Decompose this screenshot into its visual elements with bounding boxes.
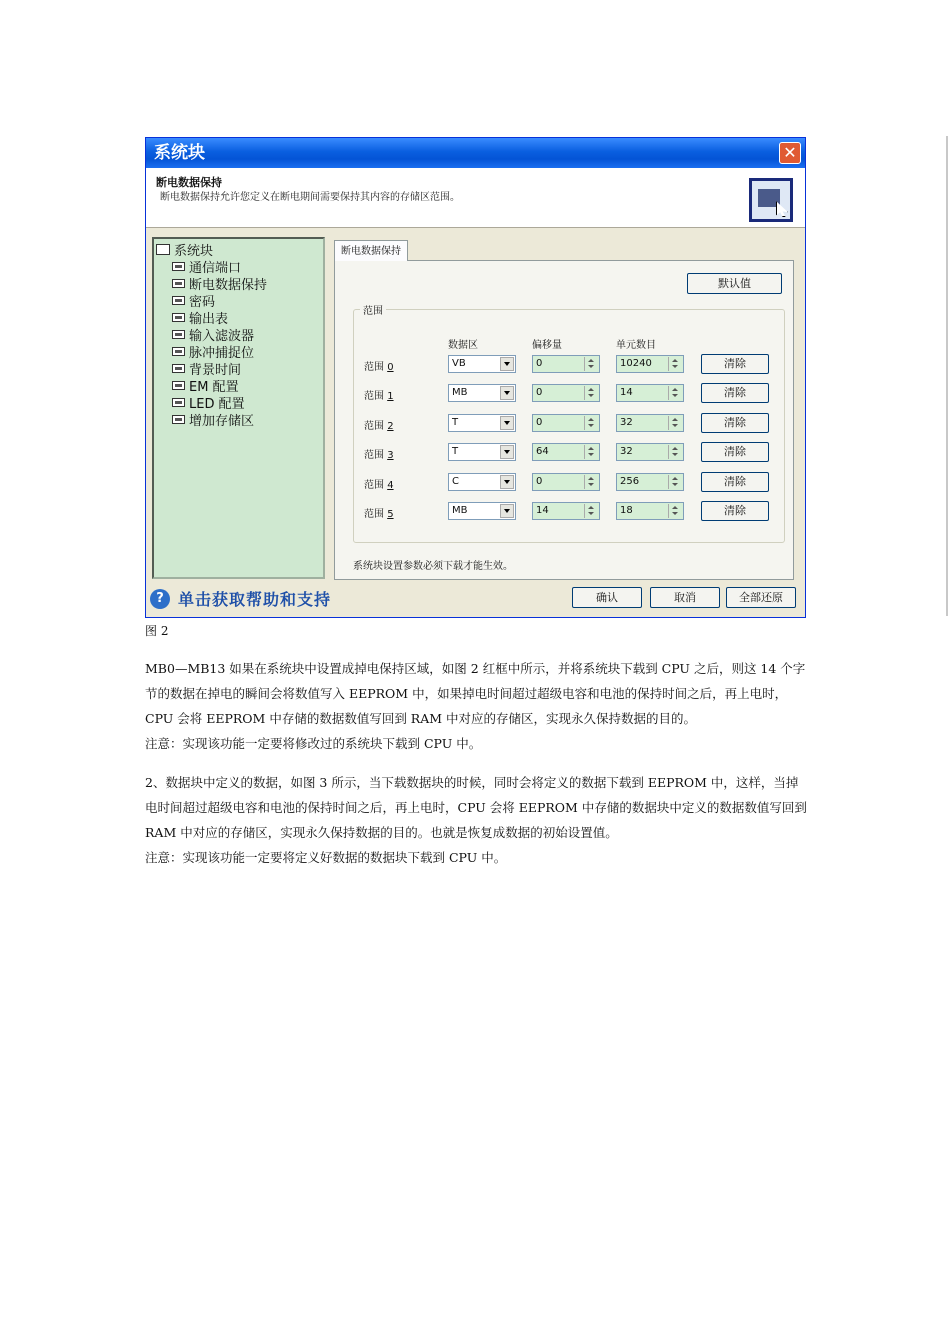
tree-item-label: 输出表 <box>189 312 229 327</box>
tree-item-input-filter[interactable] <box>154 326 323 343</box>
module-icon <box>172 347 185 356</box>
tree-item-em-config[interactable] <box>154 377 323 394</box>
tab-retentive[interactable]: 断电数据保持 <box>334 240 408 261</box>
tree-item-label: EM 配置 <box>189 380 239 395</box>
tree-root-label: 系统块 <box>174 244 214 259</box>
spin-arrows-icon[interactable] <box>668 504 682 518</box>
dialog-header <box>146 168 805 228</box>
header-title: 断电数据保持 <box>156 176 222 189</box>
spin-arrows-icon[interactable] <box>584 386 598 400</box>
spin-arrows-icon[interactable] <box>668 445 682 459</box>
help-text[interactable]: 单击获取帮助和支持 <box>178 590 332 609</box>
figure-caption: 图 2 <box>145 624 169 638</box>
help-icon[interactable]: ? <box>150 589 170 609</box>
settings-panel <box>329 238 798 580</box>
system-block-icon <box>749 178 793 222</box>
tree-item-comm-port[interactable] <box>154 258 323 275</box>
tree-item-label: 背景时间 <box>189 363 242 378</box>
tree-item-label: 脉冲捕捉位 <box>189 346 255 361</box>
column-count: 单元数目 <box>616 340 656 351</box>
range-row <box>354 472 784 494</box>
header-description: 断电数据保持允许您定义在断电期间需要保持其内容的存储区范围。 <box>160 192 460 203</box>
spin-arrows-icon[interactable] <box>668 475 682 489</box>
module-icon <box>172 381 185 390</box>
chevron-down-icon[interactable] <box>500 445 514 459</box>
note-1: 注意：实现该功能一定要将修改过的系统块下载到 CPU 中。 <box>145 736 482 751</box>
tree-item-label: 密码 <box>189 295 216 310</box>
download-note: 系统块设置参数必须下载才能生效。 <box>353 561 513 572</box>
module-icon <box>172 398 185 407</box>
tree-item-pulse-catch[interactable] <box>154 343 323 360</box>
restore-all-button[interactable]: 全部还原 <box>726 587 796 608</box>
tree-item-retentive[interactable] <box>154 275 323 292</box>
offset-spinbox[interactable]: 64 <box>532 443 600 461</box>
range-label: 范围 4 <box>364 480 394 491</box>
clear-button[interactable]: 清除 <box>701 442 769 462</box>
count-spinbox[interactable]: 18 <box>616 502 684 520</box>
tree-item-password[interactable] <box>154 292 323 309</box>
column-data-area: 数据区 <box>448 340 478 351</box>
offset-spinbox[interactable]: 0 <box>532 355 600 373</box>
offset-spinbox[interactable]: 0 <box>532 414 600 432</box>
data-area-select[interactable]: T <box>448 443 516 461</box>
count-spinbox[interactable]: 32 <box>616 414 684 432</box>
range-row <box>354 354 784 376</box>
cancel-button[interactable]: 取消 <box>650 587 720 608</box>
spin-arrows-icon[interactable] <box>584 445 598 459</box>
spin-arrows-icon[interactable] <box>668 357 682 371</box>
module-icon <box>172 364 185 373</box>
cursor-shape <box>776 201 788 217</box>
range-label: 范围 0 <box>364 362 394 373</box>
chevron-down-icon[interactable] <box>500 357 514 371</box>
offset-spinbox[interactable]: 0 <box>532 384 600 402</box>
range-label: 范围 3 <box>364 450 394 461</box>
spin-arrows-icon[interactable] <box>584 475 598 489</box>
count-spinbox[interactable]: 10240 <box>616 355 684 373</box>
count-spinbox[interactable]: 32 <box>616 443 684 461</box>
count-spinbox[interactable]: 256 <box>616 473 684 491</box>
folder-icon <box>156 244 170 255</box>
offset-spinbox[interactable]: 14 <box>532 502 600 520</box>
chevron-down-icon[interactable] <box>500 416 514 430</box>
paragraph-1: MB0—MB13 如果在系统块中设置成掉电保持区域，如图 2 红框中所示，并将系统块下载到 CPU 之后，则这 14 个字节的数据在掉电的瞬间会将数值写入 EEPROM 中，如果掉电时间超过超级电容和电池的保持时间之后，再上电时，CPU 会将 EEPROM 中存储的数据数值写回到 RAM 中对应的存储区，实现永久保持数据的目的。 <box>145 661 806 726</box>
chevron-down-icon[interactable] <box>500 386 514 400</box>
module-icon <box>172 330 185 339</box>
system-block-dialog <box>145 137 806 618</box>
tree-item-label: 断电数据保持 <box>189 278 268 293</box>
note-2: 注意：实现该功能一定要将定义好数据的数据块下载到 CPU 中。 <box>145 850 507 865</box>
tree-item-memory-cartridge[interactable] <box>154 411 323 428</box>
data-area-select[interactable]: MB <box>448 384 516 402</box>
range-label: 范围 1 <box>364 391 394 402</box>
module-icon <box>172 279 185 288</box>
chevron-down-icon[interactable] <box>500 475 514 489</box>
dialog-title: 系统块 <box>154 143 205 163</box>
dialog-titlebar[interactable] <box>146 138 805 168</box>
module-icon <box>172 313 185 322</box>
group-label: 范围 <box>360 302 386 317</box>
column-offset: 偏移量 <box>532 340 562 351</box>
clear-button[interactable]: 清除 <box>701 383 769 403</box>
module-icon <box>172 415 185 424</box>
offset-spinbox[interactable]: 0 <box>532 473 600 491</box>
data-area-select[interactable]: VB <box>448 355 516 373</box>
range-label: 范围 5 <box>364 509 394 520</box>
spin-arrows-icon[interactable] <box>668 386 682 400</box>
tree-item-label: 增加存储区 <box>189 414 255 429</box>
range-label: 范围 2 <box>364 421 394 432</box>
paragraph-2: 2、数据块中定义的数据，如图 3 所示，当下载数据块的时候，同时会将定义的数据下载到 EEPROM 中，这样，当掉电时间超过超级电容和电池的保持时间之后，再上电时，CPU 会将 EEPROM 中存储的数据块中定义的数据数值写回到 RAM 中对应的存储区，实现永久保持数据的目的。也就是恢复成数据的初始设置值。 <box>145 775 807 840</box>
clear-button[interactable]: 清除 <box>701 501 769 521</box>
help-link[interactable] <box>150 587 331 610</box>
page-edge-line <box>946 136 948 616</box>
data-area-select[interactable]: C <box>448 473 516 491</box>
close-icon[interactable]: ✕ <box>779 142 801 164</box>
tree-item-output-table[interactable] <box>154 309 323 326</box>
spin-arrows-icon[interactable] <box>668 416 682 430</box>
spin-arrows-icon[interactable] <box>584 416 598 430</box>
default-button[interactable]: 默认值 <box>687 273 782 294</box>
range-row <box>354 383 784 405</box>
clear-button[interactable]: 清除 <box>701 413 769 433</box>
data-area-select[interactable]: T <box>448 414 516 432</box>
count-spinbox[interactable]: 14 <box>616 384 684 402</box>
spin-arrows-icon[interactable] <box>584 357 598 371</box>
range-groupbox <box>353 306 785 543</box>
module-icon <box>172 296 185 305</box>
range-row <box>354 413 784 435</box>
range-row <box>354 442 784 464</box>
navigation-tree <box>152 237 325 579</box>
range-row <box>354 501 784 523</box>
tab-body <box>334 260 794 580</box>
clear-button[interactable]: 清除 <box>701 472 769 492</box>
tree-item-label: LED 配置 <box>189 397 245 412</box>
chevron-down-icon[interactable] <box>500 504 514 518</box>
data-area-select[interactable]: MB <box>448 502 516 520</box>
spin-arrows-icon[interactable] <box>584 504 598 518</box>
module-icon <box>172 262 185 271</box>
tree-item-label: 通信端口 <box>189 261 242 276</box>
ok-button[interactable]: 确认 <box>572 587 642 608</box>
tree-item-led-config[interactable] <box>154 394 323 411</box>
tree-item-background-time[interactable] <box>154 360 323 377</box>
tree-root[interactable] <box>154 241 323 258</box>
clear-button[interactable]: 清除 <box>701 354 769 374</box>
tree-item-label: 输入滤波器 <box>189 329 255 344</box>
